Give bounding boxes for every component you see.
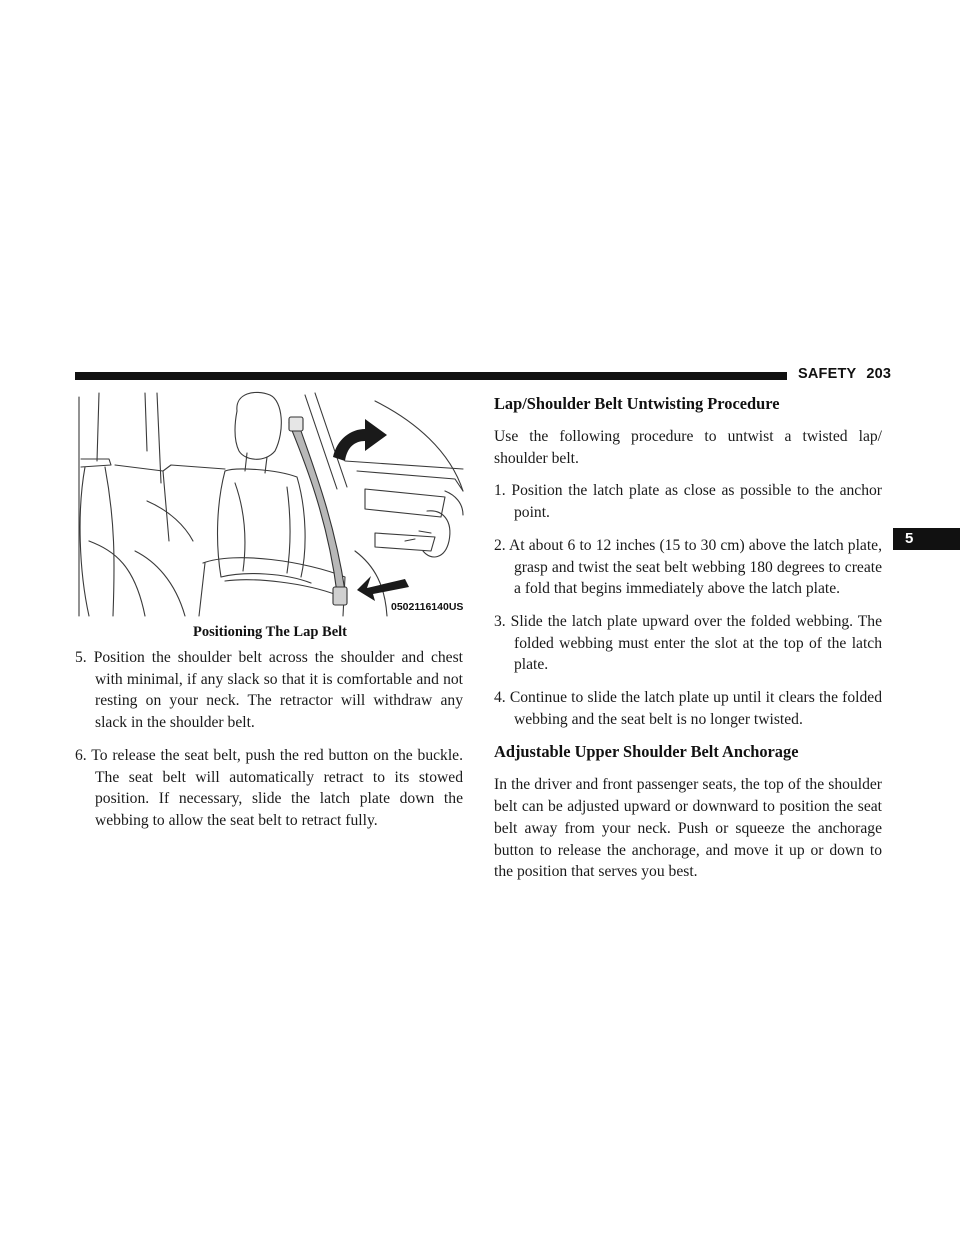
chapter-tab: 5 bbox=[893, 528, 960, 550]
section-heading: Lap/Shoulder Belt Untwisting Procedure bbox=[494, 394, 780, 413]
step-number: 4. bbox=[494, 689, 506, 707]
section-heading: Adjustable Upper Shoulder Belt Anchorage bbox=[494, 742, 799, 762]
step-number: 5. bbox=[75, 649, 87, 666]
figure-code: 0502116140US bbox=[391, 601, 464, 613]
figure-caption: Positioning The Lap Belt bbox=[192, 624, 348, 640]
right-column bbox=[494, 393, 882, 883]
step-number: 3. bbox=[494, 612, 506, 630]
page-number: 203 bbox=[866, 366, 892, 382]
intro-paragraph: Use the following procedure to untwist a twisted lap/ shoulder belt. bbox=[494, 428, 882, 467]
seat-belt-drawing bbox=[75, 391, 465, 618]
step-text: Position the latch plate as close as possible to the anchor point. bbox=[511, 482, 883, 522]
list-item bbox=[494, 535, 882, 600]
running-header bbox=[798, 366, 891, 382]
list-item bbox=[494, 480, 882, 523]
left-column bbox=[75, 647, 463, 832]
list-item bbox=[75, 745, 463, 832]
step-number: 2. bbox=[494, 536, 506, 554]
step-text: Continue to slide the latch plate up until it clears the folded webbing and the seat belt is no longer twisted. bbox=[509, 689, 882, 728]
step-text: To release the seat belt, push the red button on the buckle. The seat belt will automatically retract to its stowed position. If necessary, slide the latch plate down the webbing to allow the seat belt to retract fully. bbox=[91, 746, 463, 829]
section-title: SAFETY bbox=[798, 366, 857, 382]
list-item bbox=[75, 647, 463, 734]
body-paragraph: In the driver and front passenger seats, the top of the shoulder belt can be adjusted upward or downward to position the seat belt away from your neck. Push or squeeze the anchorage button to release the anchorage, and move it up or down to the position that serves you best. bbox=[494, 776, 882, 881]
list-item bbox=[494, 687, 882, 730]
step-number: 6. bbox=[75, 746, 87, 764]
step-text: Slide the latch plate upward over the folded webbing. The folded webbing must enter the slot at the top of the latch plate. bbox=[510, 612, 882, 674]
seat-belt-illustration bbox=[75, 391, 465, 618]
header-rule bbox=[75, 372, 787, 380]
step-text: Position the shoulder belt across the shoulder and chest with minimal, if any slack so that it is comfortable and not resting on your neck. The retractor will withdraw any slack in the shoulder belt. bbox=[93, 649, 464, 732]
step-text: At about 6 to 12 inches (15 to 30 cm) above the latch plate, grasp and twist the seat belt webbing 180 degrees to create a fold that begins immediately above the latch plate. bbox=[509, 536, 882, 598]
list-item bbox=[494, 611, 882, 676]
step-number: 1. bbox=[494, 482, 506, 500]
